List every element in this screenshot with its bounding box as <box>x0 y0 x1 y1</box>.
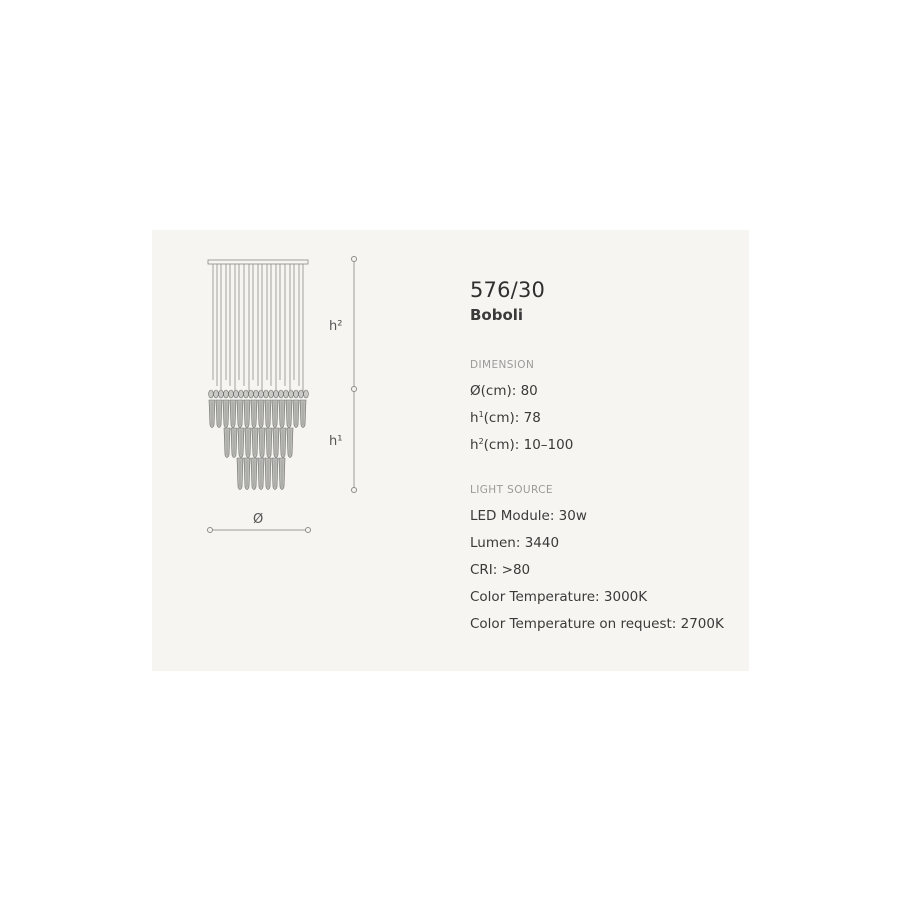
crystal-ring <box>209 390 309 398</box>
led-module-value: LED Module: 30w <box>470 508 587 524</box>
crystal-tier-3 <box>237 458 285 490</box>
diameter-dimension-line <box>208 528 311 533</box>
spec-panel <box>470 278 740 638</box>
product-code: 576/30 <box>470 278 546 302</box>
h1-value: $h^1(cm)$: 78 <box>470 410 541 426</box>
diameter-label: Ø <box>253 512 264 527</box>
h1-label: h¹ <box>329 434 343 449</box>
h2-label: h² <box>329 319 343 334</box>
diameter-value: Ø(cm): 80 <box>470 383 538 399</box>
chandelier-drawing <box>152 230 412 671</box>
lumen-value: Lumen: 3440 <box>470 535 560 551</box>
product-name: Boboli <box>470 306 524 324</box>
crystal-tier-1 <box>209 400 306 428</box>
height-dimension-line <box>352 257 357 493</box>
cri-value: CRI: >80 <box>470 562 531 578</box>
dimension-list <box>470 378 740 459</box>
h2-value: $h^2(cm)$: 10–100 <box>470 437 574 453</box>
light-source-heading: LIGHT SOURCE <box>470 484 553 496</box>
crystal-tier-2 <box>224 428 293 458</box>
color-temperature-value: Color Temperature: 3000K <box>470 589 648 605</box>
color-temperature-request-value: Color Temperature on request: 2700K <box>470 616 724 632</box>
dimension-heading: DIMENSION <box>470 359 535 371</box>
product-spec-card <box>152 230 749 671</box>
chandelier-canopy <box>208 260 308 264</box>
light-source-list <box>470 503 740 638</box>
suspension-rods <box>213 264 303 392</box>
